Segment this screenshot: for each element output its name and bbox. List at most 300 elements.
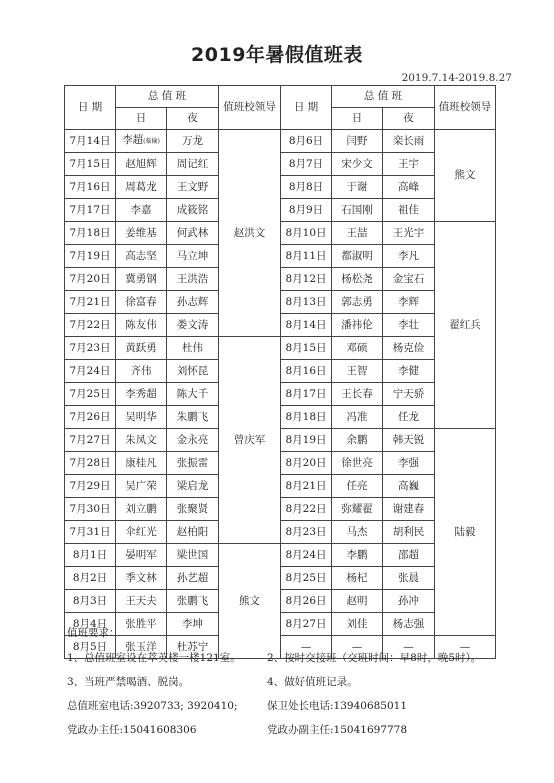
date-cell-text: 8月18日 bbox=[285, 410, 327, 423]
night-duty-cell bbox=[383, 567, 435, 590]
leader-cell-text: 赵洪文 bbox=[233, 226, 266, 239]
date-cell bbox=[65, 268, 116, 291]
date-cell-text: 8月21日 bbox=[285, 479, 327, 492]
night-duty-cell bbox=[383, 544, 435, 567]
table-row bbox=[65, 360, 496, 383]
day-duty-cell-text: 陈友伟 bbox=[125, 318, 157, 331]
day-duty-cell-text: 吴广荣 bbox=[125, 479, 157, 492]
night-duty-cell bbox=[167, 153, 219, 176]
day-duty-cell-text: 冯准 bbox=[346, 410, 368, 423]
date-cell bbox=[65, 176, 116, 199]
table-row bbox=[65, 383, 496, 406]
night-duty-cell bbox=[167, 452, 219, 475]
night-duty-cell-text: 孙志辉 bbox=[176, 295, 209, 308]
night-duty-cell-text: 邵超 bbox=[398, 548, 419, 561]
date-cell bbox=[281, 268, 332, 291]
date-cell bbox=[281, 475, 332, 498]
date-cell-text: 8月15日 bbox=[285, 341, 327, 354]
requirement-3: 3、当班严禁喝酒、脱岗。 bbox=[67, 676, 190, 688]
table-row bbox=[65, 153, 496, 176]
leader-cell-text: 曾庆军 bbox=[233, 433, 266, 446]
night-duty-cell-text: 马立坤 bbox=[176, 249, 209, 262]
day-duty-cell-text: 刘佳 bbox=[346, 617, 368, 630]
header-total: 总 值 班 bbox=[116, 86, 219, 108]
date-cell-text: 8月19日 bbox=[285, 433, 327, 446]
date-range: 2019.7.14-2019.8.27 bbox=[401, 72, 512, 84]
date-cell bbox=[65, 498, 116, 521]
date-cell bbox=[281, 176, 332, 199]
duty-office-phone: 总值班室电话:3920733; 3920410; bbox=[67, 700, 238, 712]
night-duty-cell-text: 李强 bbox=[398, 456, 419, 469]
night-duty-cell-text: 梁世国 bbox=[176, 548, 209, 561]
date-cell-text: 8月26日 bbox=[285, 594, 327, 607]
date-cell-text: 8月6日 bbox=[288, 134, 324, 147]
night-duty-cell-text: 刘怀昆 bbox=[176, 364, 209, 377]
date-cell bbox=[281, 406, 332, 429]
night-duty-cell-text: 李凡 bbox=[398, 249, 419, 262]
date-cell bbox=[65, 153, 116, 176]
night-duty-cell-text: 祖佳 bbox=[398, 203, 419, 216]
table-row bbox=[65, 199, 496, 222]
day-duty-cell bbox=[332, 406, 383, 429]
day-duty-cell bbox=[116, 153, 167, 176]
day-duty-cell-text: 冀勇钢 bbox=[125, 272, 157, 285]
day-duty-cell bbox=[116, 383, 167, 406]
date-cell-text: 8月20日 bbox=[285, 456, 327, 469]
leader-cell-text: 陆毅 bbox=[454, 525, 476, 538]
day-duty-cell bbox=[116, 544, 167, 567]
leader-cell bbox=[435, 429, 496, 636]
day-duty-cell bbox=[116, 452, 167, 475]
date-cell-text: 7月24日 bbox=[69, 364, 111, 377]
night-duty-cell bbox=[383, 475, 435, 498]
table-row bbox=[65, 245, 496, 268]
date-cell bbox=[65, 291, 116, 314]
day-duty-cell bbox=[116, 268, 167, 291]
day-duty-cell-text: 王天夫 bbox=[125, 594, 157, 607]
date-cell-text: 8月1日 bbox=[72, 548, 108, 561]
day-duty-cell-text: 季文林 bbox=[125, 571, 157, 584]
night-duty-cell-text: 梁启龙 bbox=[176, 479, 209, 492]
date-cell-text: 8月27日 bbox=[285, 617, 327, 630]
day-duty-cell-text: 李鹏 bbox=[346, 548, 368, 561]
table-row bbox=[65, 268, 496, 291]
date-cell bbox=[281, 291, 332, 314]
night-duty-cell-text: 栾长雨 bbox=[392, 134, 425, 147]
night-duty-cell bbox=[383, 429, 435, 452]
table-row bbox=[65, 590, 496, 613]
day-duty-cell bbox=[332, 567, 383, 590]
night-duty-cell-text: 李坤 bbox=[182, 617, 203, 630]
night-duty-cell bbox=[383, 452, 435, 475]
night-duty-cell bbox=[167, 567, 219, 590]
date-cell bbox=[281, 544, 332, 567]
day-duty-cell bbox=[332, 590, 383, 613]
header-date: 日 期 bbox=[281, 86, 332, 130]
date-cell-text: 7月28日 bbox=[69, 456, 111, 469]
date-cell-text: 8月5日 bbox=[72, 640, 108, 653]
day-duty-cell bbox=[332, 360, 383, 383]
night-duty-cell-text: 张鹏飞 bbox=[176, 594, 209, 607]
date-cell bbox=[281, 452, 332, 475]
date-cell bbox=[65, 314, 116, 337]
header-night: 夜 bbox=[167, 108, 219, 130]
day-duty-cell bbox=[116, 245, 167, 268]
night-duty-cell bbox=[167, 245, 219, 268]
night-duty-cell-text: 王宇 bbox=[398, 157, 419, 170]
night-duty-cell-text: 陈大千 bbox=[176, 387, 209, 400]
day-duty-cell bbox=[332, 199, 383, 222]
day-duty-cell bbox=[116, 406, 167, 429]
date-cell-text: 7月15日 bbox=[69, 157, 111, 170]
date-cell-text: 8月3日 bbox=[72, 594, 108, 607]
date-cell-text: 8月2日 bbox=[72, 571, 108, 584]
day-duty-cell-text: 姜维基 bbox=[125, 226, 157, 239]
leader-cell-text: 熊文 bbox=[454, 169, 476, 181]
night-duty-cell bbox=[167, 613, 219, 636]
day-duty-cell bbox=[332, 613, 383, 636]
date-cell bbox=[65, 337, 116, 360]
day-duty-cell-text: 马杰 bbox=[346, 525, 368, 538]
date-cell bbox=[65, 222, 116, 245]
date-cell bbox=[281, 360, 332, 383]
date-cell-text: 8月10日 bbox=[285, 226, 327, 239]
night-duty-cell bbox=[167, 291, 219, 314]
day-duty-cell bbox=[116, 130, 167, 153]
date-cell-text: 7月20日 bbox=[69, 272, 111, 285]
date-cell bbox=[281, 222, 332, 245]
date-cell bbox=[65, 130, 116, 153]
day-duty-cell-text: 刘立鹏 bbox=[125, 502, 157, 515]
night-duty-cell bbox=[383, 222, 435, 245]
night-duty-cell-text: 高峰 bbox=[398, 180, 419, 193]
day-duty-cell-text: 杨杞 bbox=[346, 571, 368, 584]
date-cell-text: 8月16日 bbox=[285, 364, 327, 377]
leader-cell bbox=[219, 544, 281, 659]
date-cell bbox=[65, 360, 116, 383]
night-duty-cell bbox=[383, 268, 435, 291]
day-duty-cell-text: 潘祎伦 bbox=[341, 318, 373, 331]
day-duty-cell bbox=[332, 176, 383, 199]
night-duty-cell bbox=[383, 245, 435, 268]
day-duty-cell bbox=[116, 199, 167, 222]
date-cell-text: 7月14日 bbox=[69, 134, 111, 147]
day-duty-cell bbox=[332, 268, 383, 291]
day-duty-cell-text: 晏明军 bbox=[125, 548, 157, 561]
night-duty-cell-text: 王文野 bbox=[176, 180, 209, 193]
day-duty-cell-text: 徐富春 bbox=[125, 295, 157, 308]
night-duty-cell bbox=[167, 314, 219, 337]
header-night: 夜 bbox=[383, 108, 435, 130]
header-day: 日 bbox=[332, 108, 383, 130]
night-duty-cell-text: 李壮 bbox=[398, 318, 419, 331]
date-cell bbox=[65, 199, 116, 222]
night-duty-cell bbox=[167, 429, 219, 452]
day-duty-cell-text: 赵明 bbox=[346, 594, 368, 607]
date-cell-text: 8月12日 bbox=[285, 272, 327, 285]
day-duty-cell bbox=[332, 245, 383, 268]
night-duty-cell bbox=[167, 268, 219, 291]
table-row bbox=[65, 521, 496, 544]
day-duty-cell-text: 杨松尧 bbox=[341, 272, 373, 285]
leader-cell bbox=[435, 130, 496, 222]
date-cell-text: 8月8日 bbox=[288, 180, 324, 193]
day-duty-cell-text: 李超 bbox=[122, 134, 144, 146]
day-duty-cell-text: 邓硕 bbox=[346, 341, 368, 354]
day-duty-cell bbox=[332, 222, 383, 245]
night-duty-cell bbox=[383, 153, 435, 176]
night-duty-cell-text: 韩天锐 bbox=[392, 433, 425, 446]
night-duty-cell-text: 李辉 bbox=[398, 295, 419, 308]
date-cell bbox=[281, 567, 332, 590]
date-cell-text: 7月22日 bbox=[69, 318, 111, 331]
night-duty-cell bbox=[383, 498, 435, 521]
night-duty-cell-text: 金永亮 bbox=[176, 433, 209, 446]
day-duty-cell-text: — bbox=[351, 640, 363, 653]
day-duty-cell bbox=[116, 498, 167, 521]
day-duty-cell-text: 宋少文 bbox=[341, 157, 373, 170]
day-duty-cell bbox=[116, 360, 167, 383]
night-duty-cell-text: 杨志强 bbox=[392, 617, 425, 630]
date-cell-text: 8月25日 bbox=[285, 571, 327, 584]
day-duty-cell-text: 石国刚 bbox=[341, 203, 373, 216]
day-duty-cell-text: 伞红光 bbox=[125, 525, 157, 538]
leader-cell bbox=[219, 130, 281, 337]
date-cell bbox=[65, 383, 116, 406]
date-cell-text: 7月21日 bbox=[69, 295, 111, 308]
day-duty-cell-text: 郭志勇 bbox=[341, 295, 373, 308]
day-duty-cell bbox=[116, 613, 167, 636]
day-duty-cell bbox=[332, 291, 383, 314]
table-row bbox=[65, 567, 496, 590]
duty-table bbox=[64, 85, 496, 659]
date-cell-text: 7月30日 bbox=[69, 502, 111, 515]
leader-cell-text: 翟红兵 bbox=[449, 318, 481, 331]
date-cell bbox=[281, 613, 332, 636]
night-duty-cell-text: 孙冲 bbox=[398, 594, 419, 607]
night-duty-cell bbox=[383, 291, 435, 314]
night-duty-cell-text: 孙艺超 bbox=[176, 571, 209, 584]
date-cell bbox=[281, 314, 332, 337]
day-duty-cell-text: 黄跃勇 bbox=[125, 341, 157, 354]
night-duty-cell bbox=[383, 360, 435, 383]
night-duty-cell bbox=[167, 130, 219, 153]
night-duty-cell bbox=[167, 498, 219, 521]
night-duty-cell bbox=[167, 590, 219, 613]
night-duty-cell-text: 万龙 bbox=[182, 134, 203, 147]
night-duty-cell bbox=[383, 521, 435, 544]
date-cell-text: 7月19日 bbox=[69, 249, 111, 262]
day-duty-cell bbox=[116, 314, 167, 337]
day-duty-cell bbox=[332, 383, 383, 406]
date-cell-text: 7月27日 bbox=[69, 433, 111, 446]
date-cell-text: 7月23日 bbox=[69, 341, 111, 354]
day-duty-cell-text: 徐世亮 bbox=[341, 456, 373, 469]
night-duty-cell bbox=[383, 613, 435, 636]
day-duty-cell-text: 朱凤文 bbox=[125, 433, 157, 446]
date-cell bbox=[65, 452, 116, 475]
night-duty-cell-text: 宁天骄 bbox=[392, 387, 425, 400]
day-duty-cell bbox=[332, 429, 383, 452]
day-duty-cell bbox=[332, 475, 383, 498]
date-cell-text: 8月11日 bbox=[285, 249, 327, 262]
day-duty-cell-text: 余鹏 bbox=[346, 433, 368, 446]
day-duty-cell-text: 都淑明 bbox=[341, 249, 373, 262]
day-duty-cell bbox=[116, 475, 167, 498]
date-cell-text: 7月25日 bbox=[69, 387, 111, 400]
night-duty-cell bbox=[167, 199, 219, 222]
leader-cell bbox=[219, 337, 281, 544]
date-cell-text: 8月22日 bbox=[285, 502, 327, 515]
night-duty-cell-text: 胡利民 bbox=[392, 525, 425, 538]
day-duty-cell bbox=[116, 222, 167, 245]
day-duty-cell bbox=[332, 544, 383, 567]
date-cell-text: 8月13日 bbox=[285, 295, 327, 308]
night-duty-cell-text: 杜伟 bbox=[182, 341, 203, 354]
night-duty-cell bbox=[167, 544, 219, 567]
table-row bbox=[65, 337, 496, 360]
date-cell bbox=[65, 544, 116, 567]
table-row bbox=[65, 314, 496, 337]
night-duty-cell-text: 王光宇 bbox=[392, 226, 425, 239]
night-duty-cell bbox=[383, 176, 435, 199]
day-duty-cell bbox=[332, 337, 383, 360]
night-duty-cell-text: 王洪浩 bbox=[176, 272, 209, 285]
table-row bbox=[65, 130, 496, 153]
date-cell bbox=[65, 521, 116, 544]
table-row bbox=[65, 475, 496, 498]
night-duty-cell bbox=[383, 406, 435, 429]
night-duty-cell-text: 张振雷 bbox=[176, 456, 209, 469]
day-duty-cell-text: 张玉洋 bbox=[125, 640, 157, 653]
requirements-heading: 值班要求： bbox=[67, 627, 120, 639]
night-duty-cell bbox=[383, 590, 435, 613]
day-duty-cell bbox=[332, 314, 383, 337]
date-cell bbox=[65, 429, 116, 452]
day-duty-cell bbox=[116, 567, 167, 590]
date-cell-text: 7月17日 bbox=[69, 203, 111, 216]
date-cell-text: 8月24日 bbox=[285, 548, 327, 561]
date-cell-text: 7月16日 bbox=[69, 180, 111, 193]
leader-cell-text: 熊文 bbox=[239, 594, 260, 607]
table-row bbox=[65, 406, 496, 429]
day-duty-cell bbox=[116, 590, 167, 613]
date-cell bbox=[281, 153, 332, 176]
day-duty-cell-text: 康桂凡 bbox=[125, 456, 157, 469]
date-cell-text: 8月23日 bbox=[285, 525, 327, 538]
night-duty-cell-text: 张晨 bbox=[398, 571, 419, 584]
page-title: 2019年暑假值班表 bbox=[191, 44, 363, 66]
date-cell bbox=[65, 245, 116, 268]
day-duty-cell-text: 王智 bbox=[346, 364, 368, 377]
leader-cell bbox=[435, 222, 496, 429]
date-cell-text: 7月18日 bbox=[69, 226, 111, 239]
header-date: 日 期 bbox=[65, 86, 116, 130]
night-duty-cell bbox=[383, 383, 435, 406]
date-cell bbox=[281, 245, 332, 268]
night-duty-cell-text: 朱鹏飞 bbox=[176, 410, 209, 423]
night-duty-cell-text: 何武林 bbox=[176, 226, 209, 239]
date-cell bbox=[281, 199, 332, 222]
night-duty-cell bbox=[383, 199, 435, 222]
night-duty-cell bbox=[167, 383, 219, 406]
table-row bbox=[65, 613, 496, 636]
table-row bbox=[65, 544, 496, 567]
date-cell bbox=[281, 521, 332, 544]
date-cell-text: 7月29日 bbox=[69, 479, 111, 492]
night-duty-cell-text: 高巍 bbox=[398, 479, 419, 492]
day-duty-cell-text: 张胜平 bbox=[125, 617, 157, 630]
date-cell bbox=[281, 429, 332, 452]
header-leader: 值班校领导 bbox=[435, 86, 496, 130]
date-cell-text: 8月4日 bbox=[72, 617, 108, 630]
day-duty-cell-text: 李秀超 bbox=[125, 387, 157, 400]
header-total: 总 值 班 bbox=[332, 86, 435, 108]
date-cell bbox=[65, 567, 116, 590]
date-cell bbox=[281, 337, 332, 360]
table-row bbox=[65, 222, 496, 245]
requirement-1: 1、总值班室设在萃英楼一楼121室。 bbox=[67, 652, 241, 664]
night-duty-cell-text: 成筱铭 bbox=[176, 203, 209, 216]
night-duty-cell bbox=[167, 222, 219, 245]
day-duty-cell-text: 周葛龙 bbox=[125, 180, 157, 193]
date-cell bbox=[281, 498, 332, 521]
day-duty-cell bbox=[332, 498, 383, 521]
table-row bbox=[65, 429, 496, 452]
day-duty-cell-text: 高志坚 bbox=[125, 249, 157, 262]
day-duty-cell bbox=[332, 130, 383, 153]
day-duty-cell-text: 赵旭辉 bbox=[125, 157, 157, 170]
date-cell-text: 7月31日 bbox=[69, 525, 111, 538]
date-cell bbox=[65, 475, 116, 498]
day-duty-cell bbox=[116, 429, 167, 452]
night-duty-cell bbox=[167, 406, 219, 429]
date-cell-text: 8月14日 bbox=[285, 318, 327, 331]
date-cell-text: 7月26日 bbox=[69, 410, 111, 423]
office-deputy-director-phone: 党政办副主任:15041697778 bbox=[267, 724, 408, 736]
office-director-phone: 党政办主任:15041608306 bbox=[67, 724, 197, 736]
date-cell bbox=[281, 590, 332, 613]
day-duty-cell bbox=[116, 176, 167, 199]
night-duty-cell bbox=[383, 314, 435, 337]
day-duty-cell bbox=[332, 521, 383, 544]
night-duty-cell-text: 娄文涛 bbox=[176, 318, 209, 331]
night-duty-cell bbox=[167, 176, 219, 199]
night-duty-cell-text: 杨克俭 bbox=[392, 341, 425, 354]
night-duty-cell bbox=[383, 130, 435, 153]
day-duty-cell-text: 吴明华 bbox=[125, 410, 157, 423]
night-duty-cell-text: 李健 bbox=[398, 364, 419, 377]
date-cell-text: — bbox=[300, 640, 312, 653]
day-duty-cell-text: 王喆 bbox=[346, 226, 368, 239]
table-row bbox=[65, 498, 496, 521]
night-duty-cell bbox=[383, 337, 435, 360]
night-duty-cell-text: 赵柏阳 bbox=[176, 525, 209, 538]
requirement-4: 4、做好值班记录。 bbox=[267, 676, 358, 688]
leader-cell-text: — bbox=[459, 640, 471, 653]
date-cell-text: 8月17日 bbox=[285, 387, 327, 400]
date-cell bbox=[65, 406, 116, 429]
night-duty-cell-text: 金宝石 bbox=[392, 272, 425, 285]
day-duty-cell-text: 任亮 bbox=[346, 479, 368, 492]
day-duty-cell bbox=[116, 291, 167, 314]
night-duty-cell-text: 杜苏宁 bbox=[176, 640, 209, 653]
day-duty-cell bbox=[116, 521, 167, 544]
header-leader: 值班校领导 bbox=[219, 86, 281, 130]
day-duty-cell-text: 弥耀翟 bbox=[341, 502, 373, 515]
night-duty-cell-text: — bbox=[403, 640, 414, 653]
night-duty-cell-text: 任龙 bbox=[398, 410, 419, 423]
